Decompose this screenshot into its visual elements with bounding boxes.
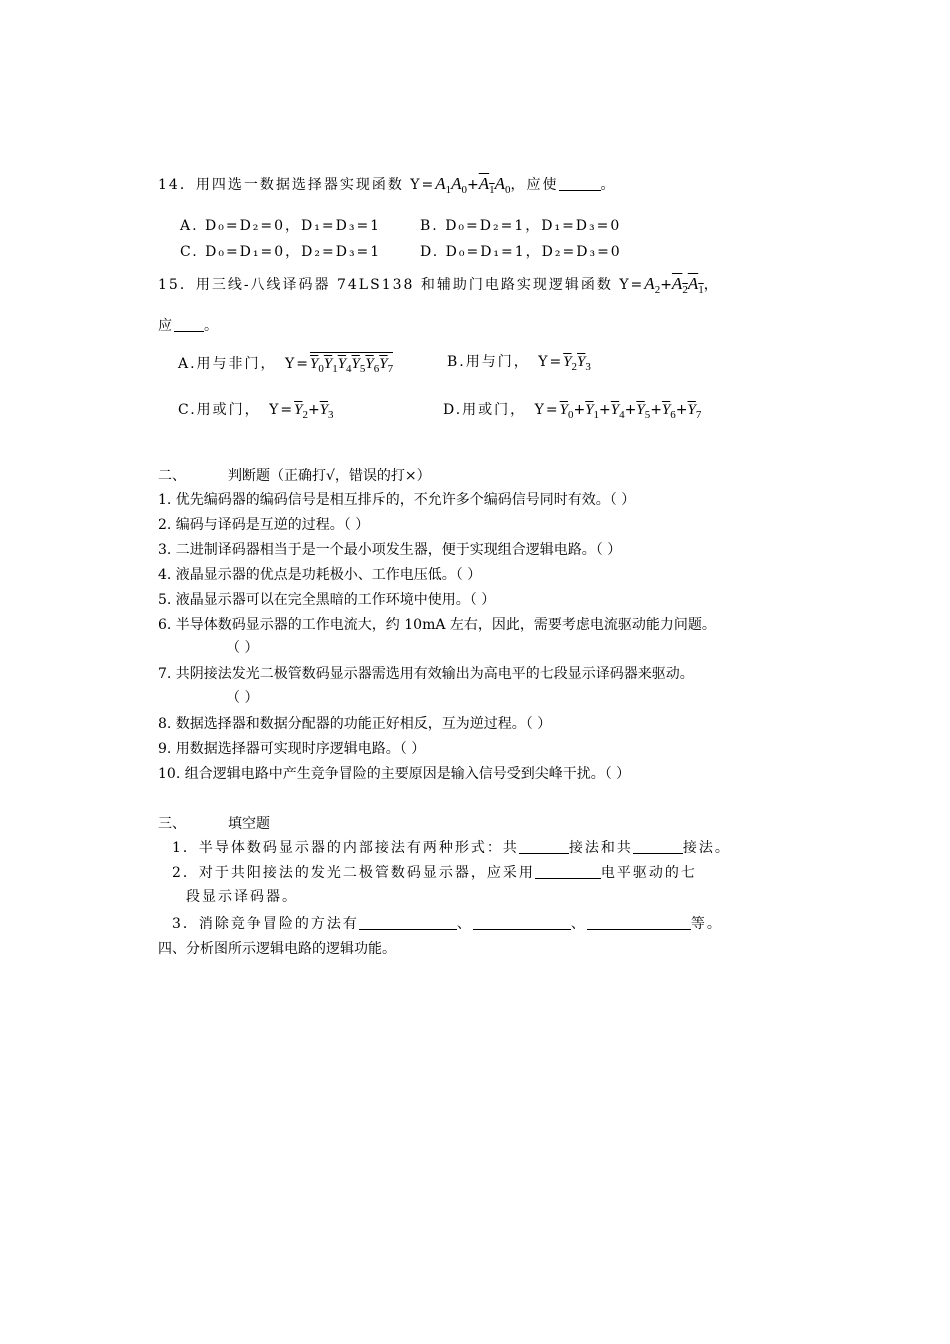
q15-option-c-formula: $\overline{Y}_2+\overline{Y}_3$ <box>294 402 334 421</box>
q15-option-a <box>178 352 393 379</box>
q15-answer-blank[interactable] <box>174 317 204 332</box>
judge-item-10: 10. 组合逻辑电路中产生竞争冒险的主要原因是输入信号受到尖峰干扰。（ ） <box>158 766 631 782</box>
fill-q3-sep-2: 、 <box>570 916 587 932</box>
q15-formula: $A_2+\overline{A}_2\overline{A}_1$ <box>644 274 704 296</box>
judge-item-2: 2. 编码与译码是互逆的过程。（ ） <box>158 517 370 533</box>
judge-item-8: 8. 数据选择器和数据分配器的功能正好相反，互为逆过程。（ ） <box>158 716 552 732</box>
fill-q3 <box>172 914 723 934</box>
fill-q1-text-b: 接法和共 <box>568 840 633 856</box>
judge-section-number: 二、 <box>158 468 186 484</box>
fill-q2-blank[interactable] <box>535 864 601 879</box>
q14-formula: $A_1A_0+\overline{A}_1A_0$ <box>435 174 511 196</box>
q15-end: 。 <box>204 318 220 334</box>
q15-option-d-label: D.用或门， <box>443 402 527 418</box>
q14-stem: 14．用四选一数据选择器实现函数 Y= <box>158 177 436 193</box>
q15-option-a-formula: $\overline{Y}_0\overline{Y}_1\overline{Y}_4\overline{Y}_5\overline{Y}_6\overline{Y}_7$ <box>310 352 393 379</box>
q15-option-d-y: Y= <box>534 402 560 418</box>
q14-option-c: C. D₀=D₁=0，D₂=D₃=1 <box>180 244 382 260</box>
fill-q2-text-a: 2．对于共阳接法的发光二极管数码显示器，应采用 <box>172 865 535 881</box>
q14-option-a: A. D₀=D₂=0，D₁=D₃=1 <box>180 218 382 234</box>
analysis-section-header: 四、分析图所示逻辑电路的逻辑功能。 <box>158 941 396 957</box>
q15-answer-prefix: 应 <box>158 318 174 334</box>
judge-item-7-answer[interactable]: （ ） <box>226 690 259 706</box>
judge-section-title: 判断题（正确打√，错误的打×） <box>228 468 431 484</box>
judge-item-6: 6. 半导体数码显示器的工作电流大，约 10mA 左右，因此，需要考虑电流驱动能力问题。 <box>158 617 716 633</box>
q14-answer-blank[interactable] <box>559 176 601 191</box>
q14-option-b: B. D₀=D₂=1，D₁=D₃=0 <box>420 218 622 234</box>
q15-option-c-label: C.用或门， <box>178 402 261 418</box>
q15-stem-line <box>158 274 720 300</box>
fill-q2 <box>172 863 697 883</box>
q14-tail: ，应使 <box>510 177 559 193</box>
fill-q3-blank-3[interactable] <box>587 915 691 930</box>
q15-option-d-formula: $\overline{Y}_0+\overline{Y}_1+\overline{Y}_4+\overline{Y}_5+\overline{Y}_6+\overline{Y}_7$ <box>559 402 702 421</box>
judge-item-5: 5. 液晶显示器可以在完全黑暗的工作环境中使用。（ ） <box>158 592 496 608</box>
q15-tail: ， <box>703 277 720 293</box>
fill-q1-text-c: 接法。 <box>682 840 731 856</box>
fill-q2-text-b: 电平驱动的七 <box>600 865 697 881</box>
q15-option-b-y: Y= <box>538 354 564 370</box>
q14-option-d: D. D₀=D₁=1，D₂=D₃=0 <box>420 244 622 260</box>
fill-q2-cont: 段显示译码器。 <box>186 889 298 905</box>
fill-section-title: 填空题 <box>228 816 270 832</box>
q15-option-b-formula: $\overline{Y}_2\overline{Y}_3$ <box>563 354 591 373</box>
fill-q3-blank-2[interactable] <box>473 915 571 930</box>
fill-q3-sep-1: 、 <box>456 916 473 932</box>
judge-item-7: 7. 共阴接法发光二极管数码显示器需选用有效输出为高电平的七段显示译码器来驱动。 <box>158 666 694 682</box>
judge-item-6-answer[interactable]: （ ） <box>226 640 259 656</box>
fill-section-header <box>158 814 270 834</box>
q15-option-d <box>443 400 701 425</box>
fill-section-number: 三、 <box>158 816 186 832</box>
q15-option-c-y: Y= <box>269 402 295 418</box>
q14-end: 。 <box>600 177 617 193</box>
judge-item-9: 9. 用数据选择器可实现时序逻辑电路。（ ） <box>158 741 426 757</box>
q15-stem: 15．用三线-八线译码器 74LS138 和辅助门电路实现逻辑函数 Y= <box>158 277 645 293</box>
judge-item-3: 3. 二进制译码器相当于是一个最小项发生器，便于实现组合逻辑电路。（ ） <box>158 542 622 558</box>
fill-q3-blank-1[interactable] <box>359 915 457 930</box>
fill-q1-text-a: 1．半导体数码显示器的内部接法有两种形式：共 <box>172 840 519 856</box>
q15-answer-line <box>158 316 220 336</box>
q15-option-a-y: Y= <box>285 356 310 372</box>
q15-option-b <box>447 352 591 377</box>
fill-q3-end: 等。 <box>690 916 723 932</box>
q14-stem-line <box>158 174 617 200</box>
fill-q3-text-a: 3．消除竞争冒险的方法有 <box>172 916 359 932</box>
q15-option-b-label: B.用与门， <box>447 354 530 370</box>
fill-q1-blank-1[interactable] <box>519 839 569 854</box>
judge-item-4: 4. 液晶显示器的优点是功耗极小、工作电压低。（ ） <box>158 567 482 583</box>
judge-section-header <box>158 466 431 486</box>
fill-q1 <box>172 838 731 858</box>
judge-item-1: 1. 优先编码器的编码信号是相互排斥的，不允许多个编码信号同时有效。（ ） <box>158 492 636 508</box>
q15-option-c <box>178 400 334 425</box>
q15-option-a-label: A.用与非门， <box>178 356 277 372</box>
fill-q1-blank-2[interactable] <box>633 839 683 854</box>
